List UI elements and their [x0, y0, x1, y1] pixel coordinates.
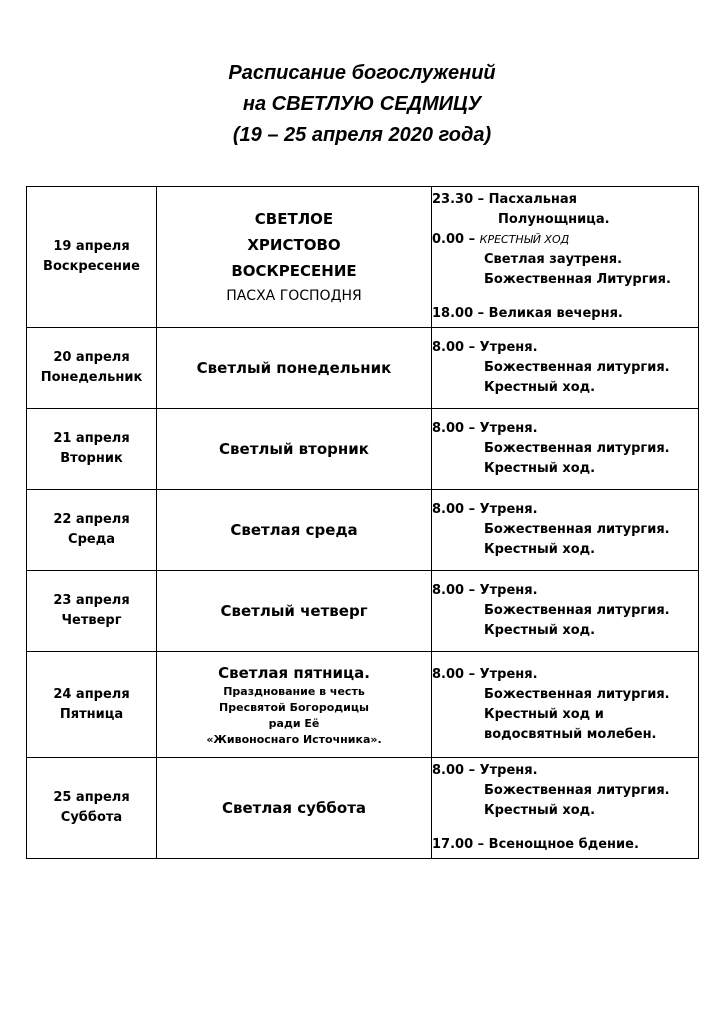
feast-name-line: СВЕТЛОЕ [254, 210, 334, 228]
date: 24 апреля [53, 686, 130, 702]
feast-name: Светлая суббота [221, 799, 367, 817]
feast-name-line: Светлая пятница. [218, 663, 370, 682]
date: 25 апреля [53, 790, 130, 805]
feast-cell [157, 187, 432, 328]
service-line: Божественная Литургия. [484, 272, 671, 287]
service-line: Светлая заутреня. [484, 252, 623, 267]
feast-name [157, 206, 431, 308]
schedule-table [26, 186, 699, 859]
service-line: 8.00 – Утреня. [432, 421, 538, 436]
feast-name-line: ВОСКРЕСЕНИЕ [231, 262, 357, 280]
date-cell [27, 409, 157, 490]
service-line: Крестный ход. [484, 380, 596, 395]
date-cell [27, 652, 157, 758]
service-line: Божественная литургия. [484, 603, 670, 618]
weekday: Понедельник [40, 370, 143, 385]
page-title [0, 58, 724, 151]
service-line: Божественная литургия. [484, 360, 670, 375]
table-row [27, 409, 699, 490]
feast-cell [157, 409, 432, 490]
feast-name-line: ХРИСТОВО [247, 236, 341, 254]
service-line: 8.00 – Утреня. [432, 666, 538, 682]
service-line: водосвятный молебен. [484, 726, 657, 742]
service-line: 8.00 – Утреня. [432, 340, 538, 355]
service-line: Божественная литургия. [484, 441, 670, 456]
feast-cell [157, 652, 432, 758]
weekday: Вторник [60, 451, 123, 466]
date: 19 апреля [53, 239, 130, 254]
feast-name: Светлый вторник [219, 440, 369, 458]
title-line-2: на СВЕТЛУЮ СЕДМИЦУ [242, 93, 482, 115]
weekday: Среда [68, 532, 115, 547]
table-row [27, 490, 699, 571]
feast-cell [157, 328, 432, 409]
date-cell [27, 490, 157, 571]
date: 23 апреля [53, 593, 130, 608]
services-cell [432, 328, 699, 409]
weekday: Пятница [59, 706, 124, 722]
service-line: Крестный ход и [484, 706, 604, 722]
services-cell [432, 187, 699, 328]
feast-subtitle: ПАСХА ГОСПОДНЯ [226, 288, 362, 304]
services-cell [432, 571, 699, 652]
services-cell [432, 758, 699, 859]
service-line: 18.00 – Великая вечерня. [432, 306, 623, 321]
feast-name: Светлая среда [230, 521, 358, 539]
feast-cell [157, 490, 432, 571]
feast-note: Пресвятой Богородицы [219, 700, 369, 714]
service-note: КРЕСТНЫЙ ХОД [479, 233, 570, 246]
service-line [432, 230, 698, 250]
service-line: 23.30 – Пасхальная [432, 192, 578, 207]
service-line: 8.00 – Утреня. [432, 763, 538, 778]
feast-name: Светлый четверг [220, 602, 368, 620]
service-line: 8.00 – Утреня. [432, 583, 538, 598]
service-line: Божественная литургия. [484, 783, 670, 798]
table-row [27, 571, 699, 652]
feast-note: ради Её [268, 716, 320, 730]
date: 22 апреля [53, 512, 130, 527]
table-row [27, 328, 699, 409]
feast-cell [157, 571, 432, 652]
date: 20 апреля [53, 350, 130, 365]
date-cell [27, 758, 157, 859]
service-line: Божественная литургия. [484, 686, 670, 702]
date-cell [27, 571, 157, 652]
table-row [27, 652, 699, 758]
weekday: Четверг [61, 613, 122, 628]
service-line: 8.00 – Утреня. [432, 502, 538, 517]
feast-name [157, 662, 431, 748]
services-cell [432, 490, 699, 571]
date-cell [27, 187, 157, 328]
weekday: Воскресение [43, 259, 140, 274]
service-time: 0.00 – [432, 232, 480, 247]
title-line-3: (19 – 25 апреля 2020 года) [232, 124, 492, 146]
date-cell [27, 328, 157, 409]
service-line: Крестный ход. [484, 542, 596, 557]
service-line: Полунощница. [498, 212, 610, 227]
service-line: Крестный ход. [484, 623, 596, 638]
feast-name: Светлый понедельник [196, 359, 392, 377]
service-line: Крестный ход. [484, 803, 596, 818]
services-cell [432, 409, 699, 490]
table-row [27, 758, 699, 859]
feast-note: Празднование в честь [223, 684, 365, 698]
services-cell [432, 652, 699, 758]
table-row [27, 187, 699, 328]
service-line: 17.00 – Всенощное бдение. [432, 837, 639, 852]
weekday: Суббота [60, 810, 123, 825]
feast-cell [157, 758, 432, 859]
date: 21 апреля [53, 431, 130, 446]
service-line: Крестный ход. [484, 461, 596, 476]
feast-note: «Живоноснаго Источника». [206, 732, 382, 746]
service-line: Божественная литургия. [484, 522, 670, 537]
title-line-1: Расписание богослужений [228, 62, 496, 84]
